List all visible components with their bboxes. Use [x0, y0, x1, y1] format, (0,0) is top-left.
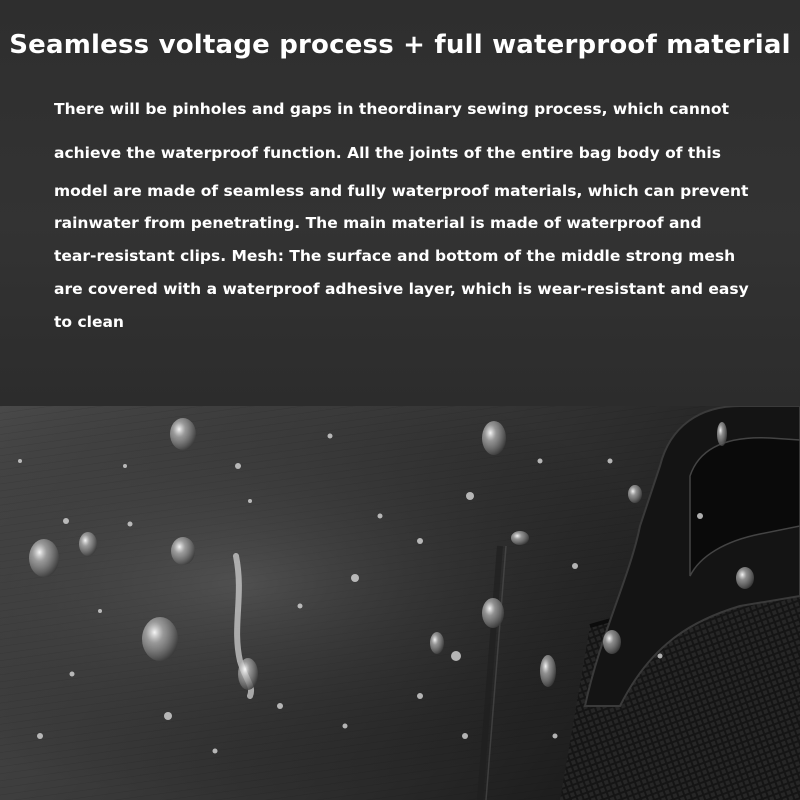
water-droplet	[171, 537, 195, 565]
water-droplet	[482, 598, 504, 628]
description-line: to clean	[54, 313, 124, 331]
description-line: tear-resistant clips. Mesh: The surface and bottom of the middle strong mesh	[54, 247, 736, 265]
water-droplet	[511, 531, 529, 545]
water-droplet	[736, 567, 754, 589]
description-line: There will be pinholes and gaps in theordinary sewing process, which cannot	[54, 100, 729, 118]
headline: Seamless voltage process + full waterproof material	[9, 30, 791, 60]
water-droplet	[430, 632, 444, 654]
description-line: are covered with a waterproof adhesive layer, which is wear-resistant and easy	[54, 280, 749, 298]
description-line: rainwater from penetrating. The main material is made of waterproof and	[54, 214, 702, 232]
water-droplet	[628, 485, 642, 503]
water-droplet	[603, 630, 621, 654]
water-droplet	[79, 532, 97, 556]
water-droplet	[717, 422, 727, 446]
water-droplet	[482, 421, 506, 455]
water-droplet	[540, 655, 556, 687]
description-line: model are made of seamless and fully waterproof materials, which can prevent	[54, 182, 749, 200]
water-droplet	[29, 539, 59, 577]
water-droplet	[142, 617, 178, 661]
water-droplet	[170, 418, 196, 450]
description-line: achieve the waterproof function. All the joints of the entire bag body of this	[54, 144, 721, 162]
waterproof-fabric-photo	[0, 406, 800, 800]
water-droplet	[238, 658, 258, 690]
